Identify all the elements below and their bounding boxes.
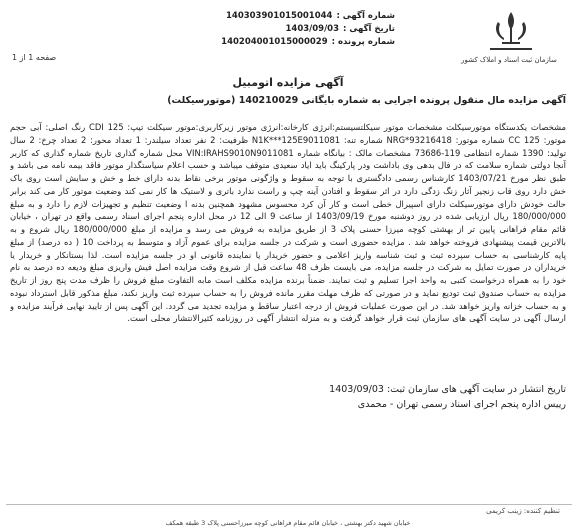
file-number: 140204001015000029 xyxy=(221,37,328,47)
ad-number: 140303901015001044 xyxy=(225,11,333,21)
judiciary-emblem-icon xyxy=(472,8,550,56)
footer-preparer: تنظیم کننده: زینب کریمی xyxy=(486,507,560,515)
notice-body: مشخصات یکدستگاه موتورسیکلت مشخصات موتور سیکلتسیستم:انرژی کارخانه:انرژی موتور زیرکاربری:موتور سیکلت تیپ: CDI 125 رنگ اصلی: آبی حجم موتور: 125 CC شماره موتور: NRG*93216418 شماره تنه: N1K***125E9011081 ظرفیت: 2 نفر تعداد سیلندر: 1 تعداد محور: 2 تعداد چرخ: 2 سال تولید: 1390 شماره انتظامی 119-73686 مشخصات مالک : بیانگاه شماره VIN:IRAHS9010N9011081 محل شماره گذاری تاریخ شماره گذاری که کاربر آنجا دولتی شماره سلامت که در فال بدهی وی باداشت ودر پارکینگ باید ایاد سعیدی متوقف میباشد و حسب اعلام سیاستگذار موتور فاقد بیمه نامه می باشد و طبق نظر مورخ 1403/07/21 کارشناس رسمی دادگستری با توجه به سقوط و واژگونی موتور برخی نقاط بدنه دارای خط و خش و سایش است روی باک خش دارد روی قاب زنجیر آثار زنگ زدگی دارد در اثر سقوط و افتادن آینه چپ و راست ندارد باتری و لاستیک ها کار نمی کند وضعیت موتور کار می کند برابر حالت خودش دارای موتورسیکلت دارای اسپیرال خطی است و کار آن کرد محسوس مشهود همچنین بدنه ا وضعیت تنظیم و تجهیزات لازم را دارد و به مبلغ 180/000/000 ریال ارزیابی شده در روز دوشنبه مورخ 1403/09/19 از ساعت 9 الی 12 در محل اداره پنجم اجرای اسناد رسمی واقع در تهران ، خیابان قائم مقام فراهانی پایین تر از بهشتی کوچه میرزا حسنی پلاک 3 از طریق مزایده به فروش می رسد و مزایده از مبلغ 180/000/000 ریال شروع و به بالاترین قیمت پیشنهادی فروخته خواهد شد . مزایده حضوری است و شرکت در جلسه مزایده برای عموم آزاد و متوسط به پرداخت 10 ( ده درصد) از مبلغ پایه کارشناسی به حساب سپرده ثبت و ثبت شناسه واریز اعلامی و حضور خریدار یا نماینده قانونی او در جلسه مزایده است. لذا بستانکار و خریدار یا خریداران در صورت تمایل به شرکت در جلسه مزایده، می بایست ظرف 48 ساعت قبل از شروع وقت مزایده اصل فیش واریزی مبلغ ودیعه ده درصد به نام خود را به همراه درخواست کتبی به واحد اجرا تسلیم و ثبت نمایند. ضمناً برنده مزایده مکلف است مابه التفاوت مبلغ فروش را ظرف مدت پنج روز از تاریخ مزایده به حساب صندوق ثبت تودیع نماید و در صورتی که ظرف مهلت مقرر مانده فروش را به حساب سپرده ثبت واریز نکند، مبلغ مذکور قابل استرداد نبوده و به حساب خزانه واریز خواهد شد. در این صورت عملیات فروش از درجه اعتبار ساقط و مزایده تجدید می گردد. این آگهی پس از تایید نهایی فرآیند مزایده و ارسال آگهی در سایت آگهی های سازمان ثبت قرار خواهد گرفت و به منزله انتشار آگهی در روزنامه کثیرالانتشار محلی است. xyxy=(10,122,566,324)
ad-meta xyxy=(210,10,395,49)
ad-number-label: شماره آگهی : xyxy=(336,11,395,21)
file-number-label: شماره پرونده : xyxy=(331,37,395,47)
footer-divider xyxy=(6,504,572,505)
publication-date: تاریخ انتشار در سایت آگهی های سازمان ثبت: 1403/09/03 xyxy=(329,384,566,395)
org-name: سازمان ثبت اسناد و املاک کشور xyxy=(461,56,557,64)
ad-date: 1403/09/03 xyxy=(285,24,340,34)
notice-title: آگهی مزایده اتومبیل xyxy=(232,76,344,89)
notice-subtitle: آگهی مزایده مال منقول پرونده اجرایی به شماره بایگانی 140210029 (موتورسیکلت) xyxy=(167,95,566,106)
page-number: صفحه 1 از 1 xyxy=(12,53,57,62)
file-number-row xyxy=(210,36,395,49)
ad-number-row xyxy=(210,10,395,23)
ad-date-label: تاریخ آگهی : xyxy=(343,24,395,34)
ad-date-row xyxy=(210,23,395,36)
footer-address: خیابان شهید دکتر بهشتی ، خیابان قائم مقام فراهانی کوچه میرزاحسنی پلاک 3 طبقه همکف xyxy=(165,519,411,527)
signer: رییس اداره پنجم اجرای اسناد رسمی تهران - محمدی xyxy=(357,399,566,410)
